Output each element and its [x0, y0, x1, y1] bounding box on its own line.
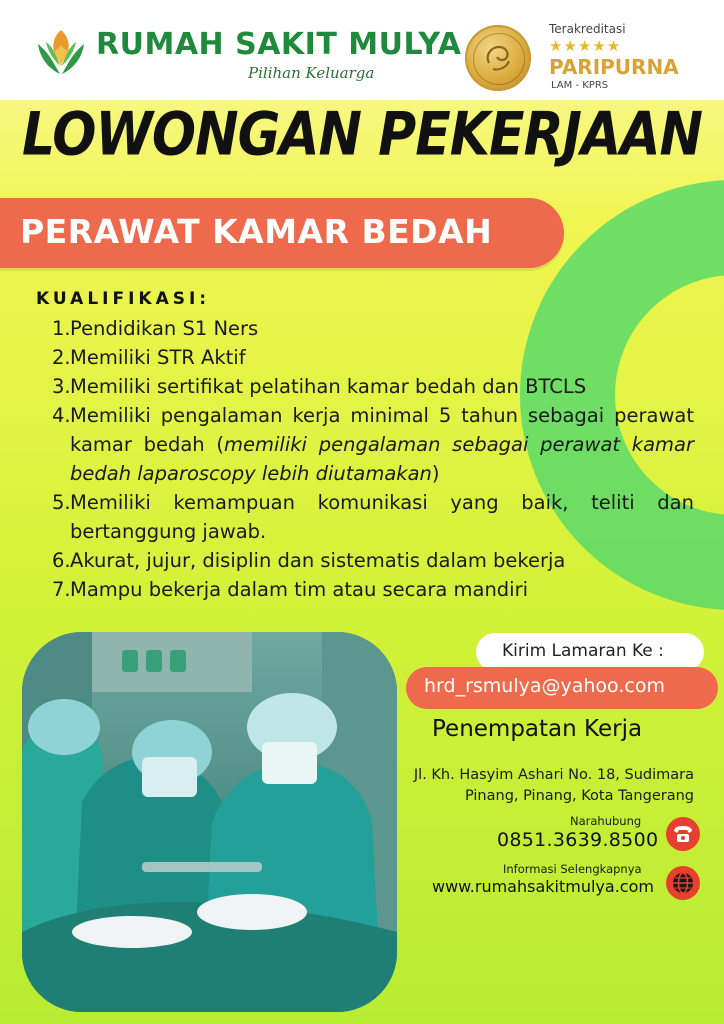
- list-item: 7. Mampu bekerja dalam tim atau secara mandiri: [52, 578, 529, 601]
- contact-label: Narahubung: [570, 814, 642, 828]
- brand-name: RUMAH SAKIT MULYA: [96, 27, 462, 62]
- header-bar: [0, 0, 724, 100]
- list-item: 2. Memiliki STR Aktif: [52, 346, 246, 369]
- address-text: Jl. Kh. Hasyim Ashari No. 18, Sudimara Pinang, Pinang, Kota Tangerang: [413, 767, 694, 804]
- send-label: Kirim Lamaran Ke :: [502, 641, 664, 661]
- info-label: Informasi Selengkapnya: [503, 862, 642, 876]
- list-item: 5. Memiliki kemampuan komunikasi yang baik, teliti dan bertanggung jawab.: [52, 491, 694, 543]
- accreditation-stars: ★★★★★: [549, 37, 622, 55]
- list-item: 6. Akurat, jujur, disiplin dan sistematis dalam bekerja: [52, 549, 566, 572]
- position-title: PERAWAT KAMAR BEDAH: [20, 212, 493, 251]
- email-link[interactable]: hrd_rsmulya@yahoo.com: [424, 675, 665, 697]
- page-title: LOWONGAN PEKERJAAN: [22, 100, 702, 170]
- hospital-logo-icon: [32, 22, 90, 80]
- send-label-pill: [476, 633, 704, 671]
- email-pill[interactable]: [406, 667, 718, 709]
- list-item: 3. Memiliki sertifikat pelatihan kamar bedah dan BTCLS: [52, 375, 587, 398]
- qualifications-heading: KUALIFIKASI:: [36, 289, 211, 309]
- accreditation-name: PARIPURNA: [549, 55, 679, 79]
- phone-icon: [666, 817, 700, 851]
- list-item: 1. Pendidikan S1 Ners: [52, 317, 259, 340]
- phone-number[interactable]: 0851.3639.8500: [497, 829, 659, 851]
- position-banner: [0, 198, 564, 268]
- accreditation-label: Terakreditasi: [549, 22, 626, 36]
- surgery-photo: [22, 632, 397, 1012]
- website-link[interactable]: www.rumahsakitmulya.com: [432, 877, 654, 896]
- globe-icon: [666, 866, 700, 900]
- brand-tagline: Pilihan Keluarga: [248, 64, 375, 82]
- accreditation-body: LAM - KPRS: [551, 80, 609, 91]
- accreditation-seal-icon: [465, 25, 531, 91]
- qualifications-list: [52, 314, 694, 604]
- list-item: 4. Memiliki pengalaman kerja minimal 5 tahun sebagai perawat kamar bedah (memiliki pengalaman sebagai perawat kamar bedah laparoscopy lebih diutamakan): [52, 404, 694, 485]
- placement-label: Penempatan Kerja: [432, 716, 643, 742]
